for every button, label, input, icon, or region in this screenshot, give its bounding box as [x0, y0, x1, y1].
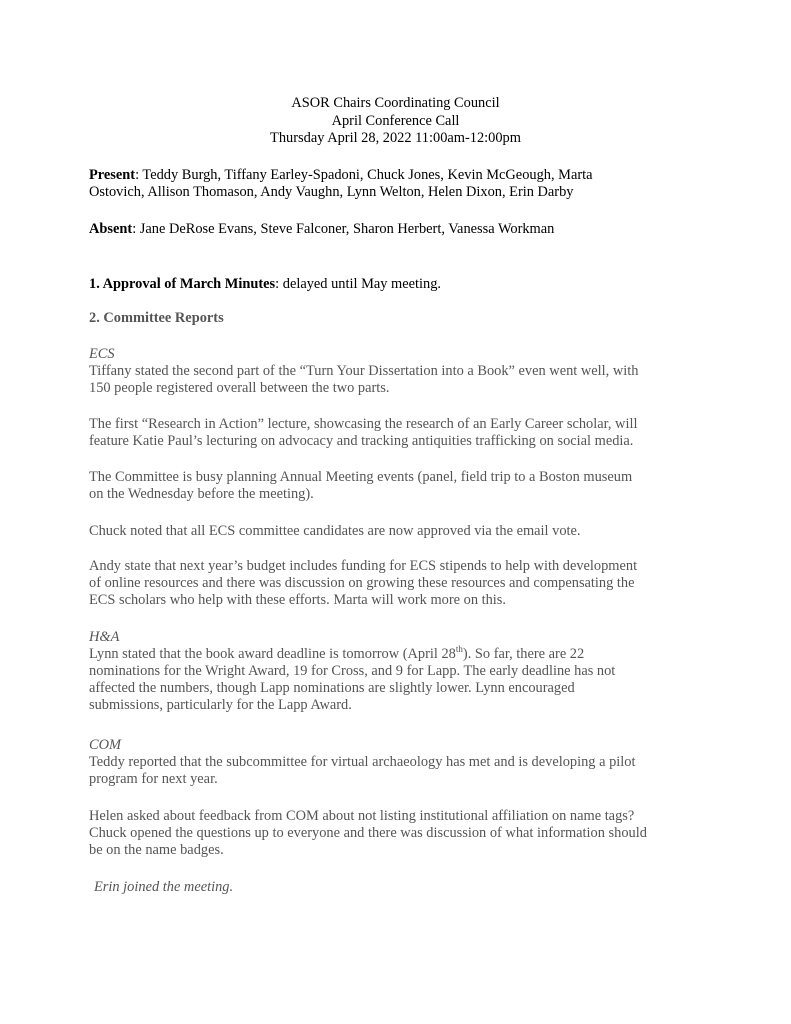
absent-list: : Jane DeRose Evans, Steve Falconer, Sharon Herbert, Vanessa Workman: [132, 221, 555, 237]
com-heading: COM: [89, 737, 121, 753]
present-label: Present: [89, 167, 136, 183]
ecs-paragraph-1-line-1: Tiffany stated the second part of the “Turn Your Dissertation into a Book” even went well, with: [89, 363, 639, 379]
com-paragraph-2: [89, 808, 709, 859]
approval-item: [89, 276, 709, 293]
approval-text: : delayed until May meeting.: [275, 276, 442, 292]
ha-line-1-part-b: ). So far, there are 22: [462, 646, 585, 662]
present-list-line2: Ostovich, Allison Thomason, Andy Vaughn, Lynn Welton, Helen Dixon, Erin Darby: [89, 184, 574, 200]
ha-paragraph-1-line-2: nominations for the Wright Award, 19 for Cross, and 9 for Lapp. The early deadline has not: [89, 663, 616, 679]
com-section: [89, 737, 709, 788]
ha-superscript: th: [455, 644, 463, 655]
ecs-paragraph-2: [89, 416, 709, 450]
ecs-paragraph-3-line-2: on the Wednesday before the meeting).: [89, 486, 314, 502]
ecs-paragraph-5-line-1: Andy state that next year’s budget includes funding for ECS stipends to help with development: [89, 558, 638, 574]
com-paragraph-1-line-1: Teddy reported that the subcommittee for virtual archaeology has met and is developing a pilot: [89, 754, 636, 770]
present-list-line1: : Teddy Burgh, Tiffany Earley-Spadoni, Chuck Jones, Kevin McGeough, Marta: [135, 167, 593, 183]
com-paragraph-2-line-3: be on the name badges.: [89, 842, 224, 858]
com-paragraph-2-line-1: Helen asked about feedback from COM about not listing institutional affiliation on name tags?: [89, 808, 635, 824]
ecs-paragraph-2-line-2: feature Katie Paul’s lecturing on advocacy and tracking antiquities trafficking on social media.: [89, 433, 634, 449]
com-paragraph-1-line-2: program for next year.: [89, 771, 218, 787]
absent-section: [89, 221, 709, 238]
ecs-section: [89, 346, 709, 397]
absent-label: Absent: [89, 221, 133, 237]
ecs-paragraph-4-line-1: Chuck noted that all ECS committee candidates are now approved via the email vote.: [89, 523, 581, 539]
ecs-paragraph-5: [89, 558, 709, 609]
ecs-paragraph-4: [89, 523, 709, 540]
approval-label: 1. Approval of March Minutes: [89, 276, 276, 292]
erin-joined-note: Erin joined the meeting.: [94, 879, 234, 895]
ecs-paragraph-5-line-3: ECS scholars who help with these efforts. Marta will work more on this.: [89, 592, 506, 608]
ecs-paragraph-5-line-2: of online resources and there was discussion on growing these resources and compensating the: [89, 575, 635, 591]
call-title: April Conference Call: [331, 112, 460, 129]
document-header: [0, 95, 791, 148]
meeting-date: Thursday April 28, 2022 11:00am-12:00pm: [270, 130, 521, 146]
committee-reports-heading: 2. Committee Reports: [89, 310, 224, 326]
ha-heading: H&A: [89, 629, 120, 645]
ecs-paragraph-1-line-2: 150 people registered overall between the two parts.: [89, 380, 390, 396]
ha-paragraph-1-line-1: [89, 646, 709, 663]
ha-section: [89, 629, 709, 714]
ecs-paragraph-3-line-1: The Committee is busy planning Annual Meeting events (panel, field trip to a Boston museum: [89, 469, 633, 485]
present-section: [89, 167, 709, 201]
ecs-heading: ECS: [89, 346, 115, 362]
com-paragraph-2-line-2: Chuck opened the questions up to everyone and there was discussion of what information should: [89, 825, 647, 841]
ecs-paragraph-3: [89, 469, 709, 503]
ha-paragraph-1-line-4: submissions, particularly for the Lapp Award.: [89, 697, 352, 713]
ha-line-1-part-a: Lynn stated that the book award deadline is tomorrow (April 28: [89, 646, 456, 662]
council-title: ASOR Chairs Coordinating Council: [291, 95, 500, 111]
ecs-paragraph-2-line-1: The first “Research in Action” lecture, showcasing the research of an Early Career scholar, will: [89, 416, 638, 432]
ha-paragraph-1-line-3: affected the numbers, though Lapp nominations are slightly lower. Lynn encouraged: [89, 680, 575, 696]
